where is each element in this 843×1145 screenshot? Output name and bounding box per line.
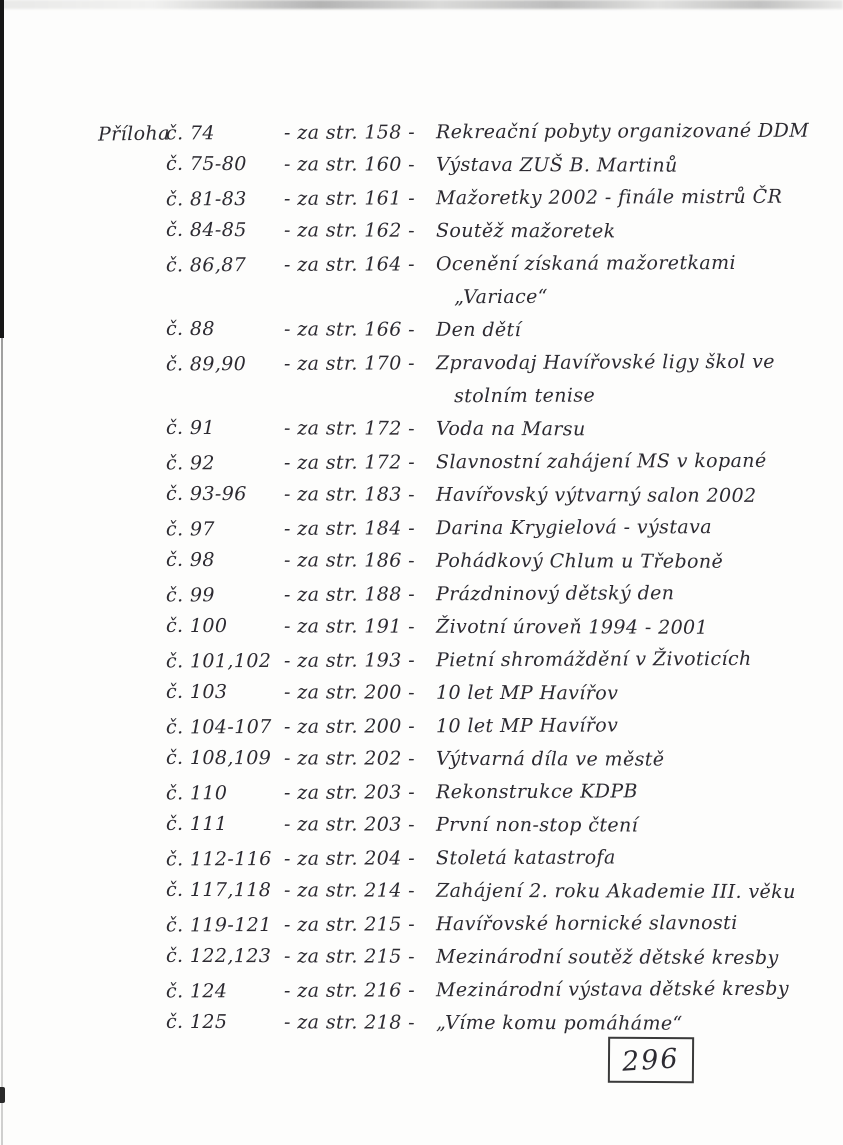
row-number: č. 124: [165, 980, 228, 1003]
row-page-ref: - za str. 214 -: [283, 879, 416, 902]
row-title: Mezinárodní soutěž dětské kresby: [435, 945, 779, 969]
row-number: č. 125: [165, 1010, 228, 1034]
attachment-row: [166, 676, 819, 711]
row-title: „Víme komu pomáháme“: [435, 1011, 683, 1035]
row-title-continuation: stolním tenise: [454, 384, 596, 408]
row-page-ref: - za str. 215 -: [283, 945, 416, 968]
row-title-block: [436, 841, 819, 876]
attachment-row: [166, 940, 819, 975]
row-page-ref: - za str. 191 -: [283, 615, 416, 638]
attachment-row: [166, 247, 819, 316]
row-page-ref: - za str. 218 -: [283, 1011, 416, 1034]
row-title-block: [436, 577, 819, 612]
attachment-row: [166, 709, 819, 745]
row-number: č. 97: [165, 518, 215, 541]
row-number: č. 122,123: [165, 944, 272, 968]
attachment-row: [166, 115, 819, 151]
row-title-block: [436, 445, 819, 480]
attachment-row: [166, 874, 819, 909]
row-title-block: [436, 247, 819, 315]
row-title: Rekonstrukce KDPB: [435, 780, 638, 804]
row-title: Den dětí: [435, 318, 522, 342]
row-page-ref: - za str. 158 -: [283, 121, 416, 144]
attachment-list-label: Příloha: [97, 122, 171, 146]
row-number: č. 92: [165, 452, 215, 475]
row-title: Zahájení 2. roku Akademie III. věku: [435, 879, 796, 904]
row-title-block: [436, 677, 819, 711]
row-number: č. 110: [165, 782, 228, 805]
row-title-continuation: „Variace“: [454, 285, 548, 309]
row-title-block: [436, 511, 819, 546]
row-title: Havířovský výtvarný salon 2002: [435, 483, 757, 507]
row-title: Stoletá katastrofa: [435, 846, 616, 870]
attachment-row: [166, 181, 819, 217]
row-page-ref: - za str. 216 -: [283, 979, 416, 1002]
row-page-ref: - za str. 204 -: [283, 847, 416, 870]
row-title-block: [436, 611, 819, 645]
row-title: Výtvarná díla ve městě: [435, 747, 665, 771]
attachment-list: [166, 116, 819, 1040]
scan-edge-artifact: [0, 0, 4, 338]
row-page-ref: - za str. 161 -: [283, 187, 416, 210]
attachment-row: [166, 313, 819, 348]
row-page-ref: - za str. 186 -: [283, 549, 416, 572]
row-page-ref: - za str. 170 -: [283, 352, 416, 375]
row-page-ref: - za str. 193 -: [283, 649, 416, 672]
row-title: Havířovské hornické slavnosti: [435, 911, 738, 936]
row-page-ref: - za str. 172 -: [283, 417, 416, 440]
row-title: 10 let MP Havířov: [435, 681, 619, 705]
row-title-block: [436, 941, 819, 975]
attachment-row: [166, 742, 819, 777]
row-page-ref: - za str. 164 -: [283, 253, 416, 276]
row-title-block: [436, 115, 819, 150]
row-title: Prázdninový dětský den: [435, 582, 675, 606]
scan-edge-line: [1, 338, 3, 1145]
row-number: č. 112-116: [165, 847, 272, 871]
attachment-row: [166, 841, 819, 877]
row-number: č. 100: [165, 614, 228, 638]
row-page-ref: - za str. 172 -: [283, 451, 416, 474]
row-number: č. 108,109: [165, 746, 272, 770]
page-number: 296: [621, 1042, 681, 1078]
row-number: č. 99: [165, 584, 215, 607]
scan-noise-band: [0, 0, 843, 9]
row-page-ref: - za str. 188 -: [283, 583, 416, 606]
row-number: č. 88: [165, 317, 215, 341]
attachment-row: [166, 610, 819, 645]
row-number: č. 103: [165, 680, 228, 704]
attachment-row: [166, 577, 819, 613]
row-title: Mažoretky 2002 - finále mistrů ČR: [435, 185, 783, 210]
row-title-block: [436, 545, 819, 579]
row-title-block: [436, 479, 819, 513]
row-number: č. 81-83: [165, 188, 247, 211]
row-title: Voda na Marsu: [435, 417, 586, 441]
row-page-ref: - za str. 183 -: [283, 483, 416, 506]
row-page-ref: - za str. 162 -: [283, 219, 416, 242]
row-title: Zpravodaj Havířovské ligy škol ve: [435, 350, 775, 375]
row-title-block: [436, 149, 819, 183]
row-title-block: [436, 314, 819, 348]
row-page-ref: - za str. 200 -: [283, 715, 416, 738]
row-number: č. 111: [165, 812, 228, 836]
attachment-row: [166, 346, 819, 415]
attachment-row: [166, 478, 819, 513]
row-title-block: [436, 875, 819, 909]
attachment-row: [166, 445, 819, 481]
row-title: Slavnostní zahájení MS v kopané: [435, 449, 767, 474]
row-title: Výstava ZUŠ B. Martinů: [435, 153, 678, 177]
row-title-block: [436, 215, 819, 249]
row-title-block: [436, 973, 819, 1008]
row-number: č. 74: [165, 122, 215, 145]
row-number: č. 101,102: [165, 649, 272, 673]
attachment-row: [166, 214, 819, 249]
row-title-block: [436, 775, 819, 810]
row-number: č. 75-80: [165, 152, 247, 176]
row-title-block: [436, 743, 819, 777]
page-number-stamp: [608, 1037, 694, 1084]
row-title: Rekreační pobyty organizované DDM: [435, 119, 810, 144]
row-number: č. 104-107: [165, 715, 272, 739]
scan-edge-mark: [0, 1087, 5, 1103]
row-title-block: [436, 643, 819, 678]
row-title: 10 let MP Havířov: [435, 714, 619, 738]
row-number: č. 84-85: [165, 218, 247, 242]
row-title-block: [436, 413, 819, 447]
attachment-row: [166, 775, 819, 811]
row-page-ref: - za str. 215 -: [283, 913, 416, 936]
row-title: První non-stop čtení: [435, 813, 639, 837]
row-page-ref: - za str. 200 -: [283, 681, 416, 704]
row-number: č. 119-121: [165, 913, 272, 937]
row-page-ref: - za str. 160 -: [283, 153, 416, 176]
row-title: Pohádkový Chlum u Třeboně: [435, 549, 724, 573]
row-title: Darina Krygielová - výstava: [435, 516, 712, 540]
attachment-row: [166, 907, 819, 943]
row-title: Ocenění získaná mažoretkami: [435, 251, 737, 276]
row-page-ref: - za str. 203 -: [283, 813, 416, 836]
attachment-row: [166, 148, 819, 183]
row-number: č. 98: [165, 548, 215, 572]
row-title-block: [436, 809, 819, 843]
attachment-row: [166, 643, 819, 679]
attachment-row: [166, 544, 819, 579]
row-number: č. 91: [165, 416, 215, 440]
attachment-row: [166, 511, 819, 547]
attachment-row: [166, 1006, 819, 1041]
row-number: č. 86,87: [165, 254, 247, 277]
row-title: Pietní shromáždění v Životicích: [435, 647, 752, 672]
row-title-block: [436, 709, 819, 744]
row-page-ref: - za str. 202 -: [283, 747, 416, 770]
attachment-row: [166, 808, 819, 843]
row-title: Mezinárodní výstava dětské kresby: [435, 977, 789, 1002]
row-title: Životní úroveň 1994 - 2001: [435, 615, 709, 639]
row-title: Soutěž mažoretek: [435, 219, 616, 243]
row-title-block: [436, 346, 819, 414]
row-number: č. 93-96: [165, 482, 247, 506]
attachment-row: [166, 973, 819, 1009]
row-page-ref: - za str. 184 -: [283, 517, 416, 540]
row-title-block: [436, 181, 819, 216]
row-page-ref: - za str. 203 -: [283, 781, 416, 804]
attachment-row: [166, 412, 819, 447]
row-title-block: [436, 907, 819, 942]
row-number: č. 117,118: [165, 878, 272, 902]
row-number: č. 89,90: [165, 353, 247, 376]
row-page-ref: - za str. 166 -: [283, 318, 416, 341]
